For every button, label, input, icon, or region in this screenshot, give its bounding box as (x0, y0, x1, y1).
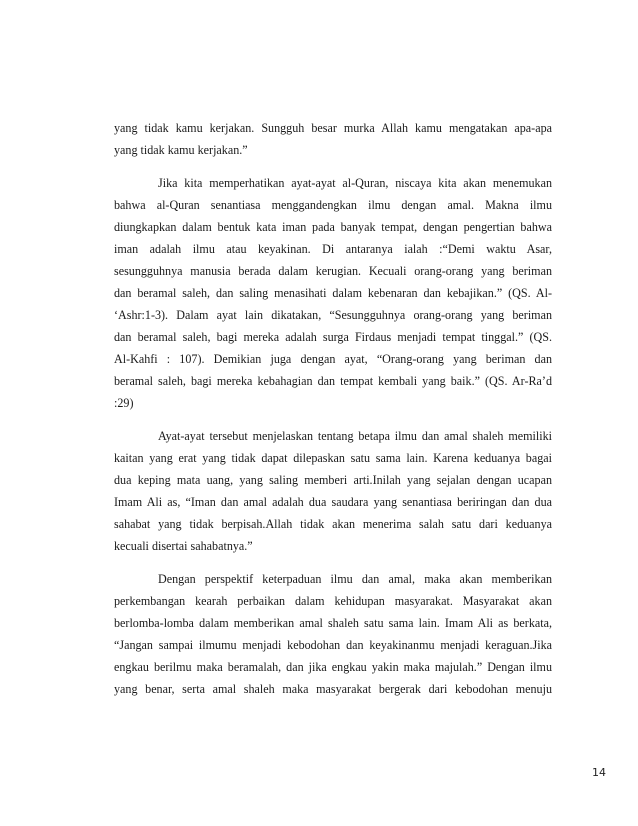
text-line: iman adalah ilmu atau keyakinan. Di antaranya ialah :“Demi waktu Asar, (114, 242, 552, 256)
text-line: dua keping mata uang, yang saling memberi arti.Inilah yang sejalan dengan ucapan (114, 473, 552, 487)
text-line: yang tidak kamu kerjakan. Sungguh besar murka Allah kamu mengatakan apa-apa (114, 121, 552, 135)
text-line: :29) (114, 396, 134, 410)
paragraph-1 (114, 117, 552, 161)
text-line: beramal saleh, bagi mereka kebahagian dan tempat kembali yang baik.” (QS. Ar-Ra’d (114, 374, 552, 388)
text-line: kecuali disertai sahabatnya.” (114, 539, 253, 553)
text-line: diungkapkan dalam bentuk kata iman pada banyak tempat, dengan pengertian bahwa (114, 220, 552, 234)
text-line: ‘Ashr:1-3). Dalam ayat lain dikatakan, “Sesungguhnya orang-orang yang beriman (114, 308, 552, 322)
text-line: Ayat-ayat tersebut menjelaskan tentang betapa ilmu dan amal shaleh memiliki (158, 429, 552, 443)
text-line: Jika kita memperhatikan ayat-ayat al-Quran, niscaya kita akan menemukan (158, 176, 552, 190)
text-line: dan beramal saleh, dan saling menasihati dalam kebenaran dan kebajikan.” (QS. Al- (114, 286, 552, 300)
body-text (114, 117, 552, 700)
paragraph-4 (114, 568, 552, 700)
page-number: 14 (592, 766, 606, 779)
text-line: dan beramal saleh, bagi mereka adalah surga Firdaus menjadi tempat tinggal.” (QS. (114, 330, 552, 344)
text-line: “Jangan sampai ilmumu menjadi kebodohan dan keyakinanmu menjadi keraguan.Jika (114, 638, 552, 652)
paragraph-3 (114, 425, 552, 557)
text-line: engkau berilmu maka beramalah, dan jika engkau yakin maka majulah.” Dengan ilmu (114, 660, 552, 674)
text-line: Al-Kahfi : 107). Demikian juga dengan ayat, “Orang-orang yang beriman dan (114, 352, 552, 366)
text-line: sesungguhnya manusia berada dalam kerugian. Kecuali orang-orang yang beriman (114, 264, 552, 278)
text-line: kaitan yang erat yang tidak dapat dilepaskan satu sama lain. Karena keduanya bagai (114, 451, 552, 465)
text-line: Imam Ali as, “Iman dan amal adalah dua saudara yang senantiasa beriringan dan dua (114, 495, 552, 509)
text-line: berlomba-lomba dalam memberikan amal shaleh satu sama lain. Imam Ali as berkata, (114, 616, 552, 630)
text-line: sahabat yang tidak berpisah.Allah tidak akan menerima salah satu dari keduanya (114, 517, 552, 531)
text-line: perkembangan kearah perbaikan dalam kehidupan masyarakat. Masyarakat akan (114, 594, 552, 608)
text-line: bahwa al-Quran senantiasa menggandengkan ilmu dengan amal. Makna ilmu (114, 198, 552, 212)
paragraph-2 (114, 172, 552, 414)
text-line: yang benar, serta amal shaleh maka masyarakat bergerak dari kebodohan menuju (114, 682, 552, 696)
text-line: Dengan perspektif keterpaduan ilmu dan amal, maka akan memberikan (158, 572, 552, 586)
text-line: yang tidak kamu kerjakan.” (114, 143, 248, 157)
